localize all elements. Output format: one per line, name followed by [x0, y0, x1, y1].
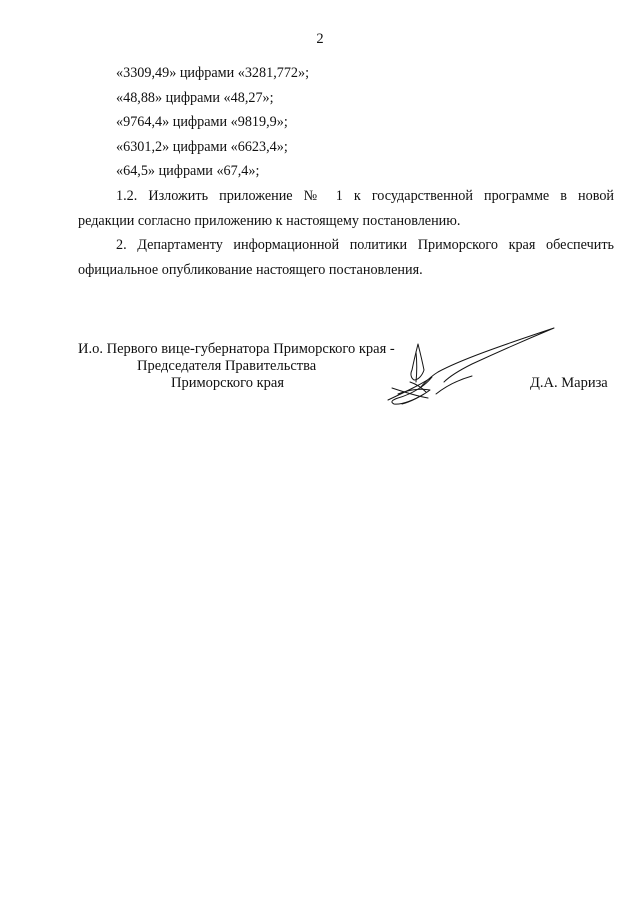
signature-title-line-3: Приморского края: [171, 375, 285, 391]
paragraph-1-2: [78, 188, 614, 230]
page-number: 2: [316, 31, 324, 47]
signatory-name: Д.А. Мариза: [530, 375, 608, 391]
paragraph-2: [78, 237, 614, 279]
paragraph-2-line-1: 2. Департаменту информационной политики Приморского края обеспечить: [116, 237, 614, 253]
amendment-line-4: «6301,2» цифрами «6623,4»;: [116, 139, 288, 155]
handwritten-signature: [380, 322, 565, 412]
paragraph-1-2-line-1: 1.2. Изложить приложение № 1 к государственной программе в новой: [116, 188, 614, 204]
amendment-line-5: «64,5» цифрами «67,4»;: [116, 163, 260, 179]
paragraph-2-line-2: официальное опубликование настоящего постановления.: [78, 262, 423, 278]
signature-title-line-1: И.о. Первого вице-губернатора Приморского края -: [78, 341, 395, 357]
paragraph-1-2-line-2: редакции согласно приложению к настоящему постановлению.: [78, 213, 461, 229]
amendment-line-3: «9764,4» цифрами «9819,9»;: [116, 114, 288, 130]
signature-title-line-2: Председателя Правительства: [137, 358, 317, 374]
amendment-line-2: «48,88» цифрами «48,27»;: [116, 90, 274, 106]
amendment-line-1: «3309,49» цифрами «3281,772»;: [116, 65, 310, 81]
